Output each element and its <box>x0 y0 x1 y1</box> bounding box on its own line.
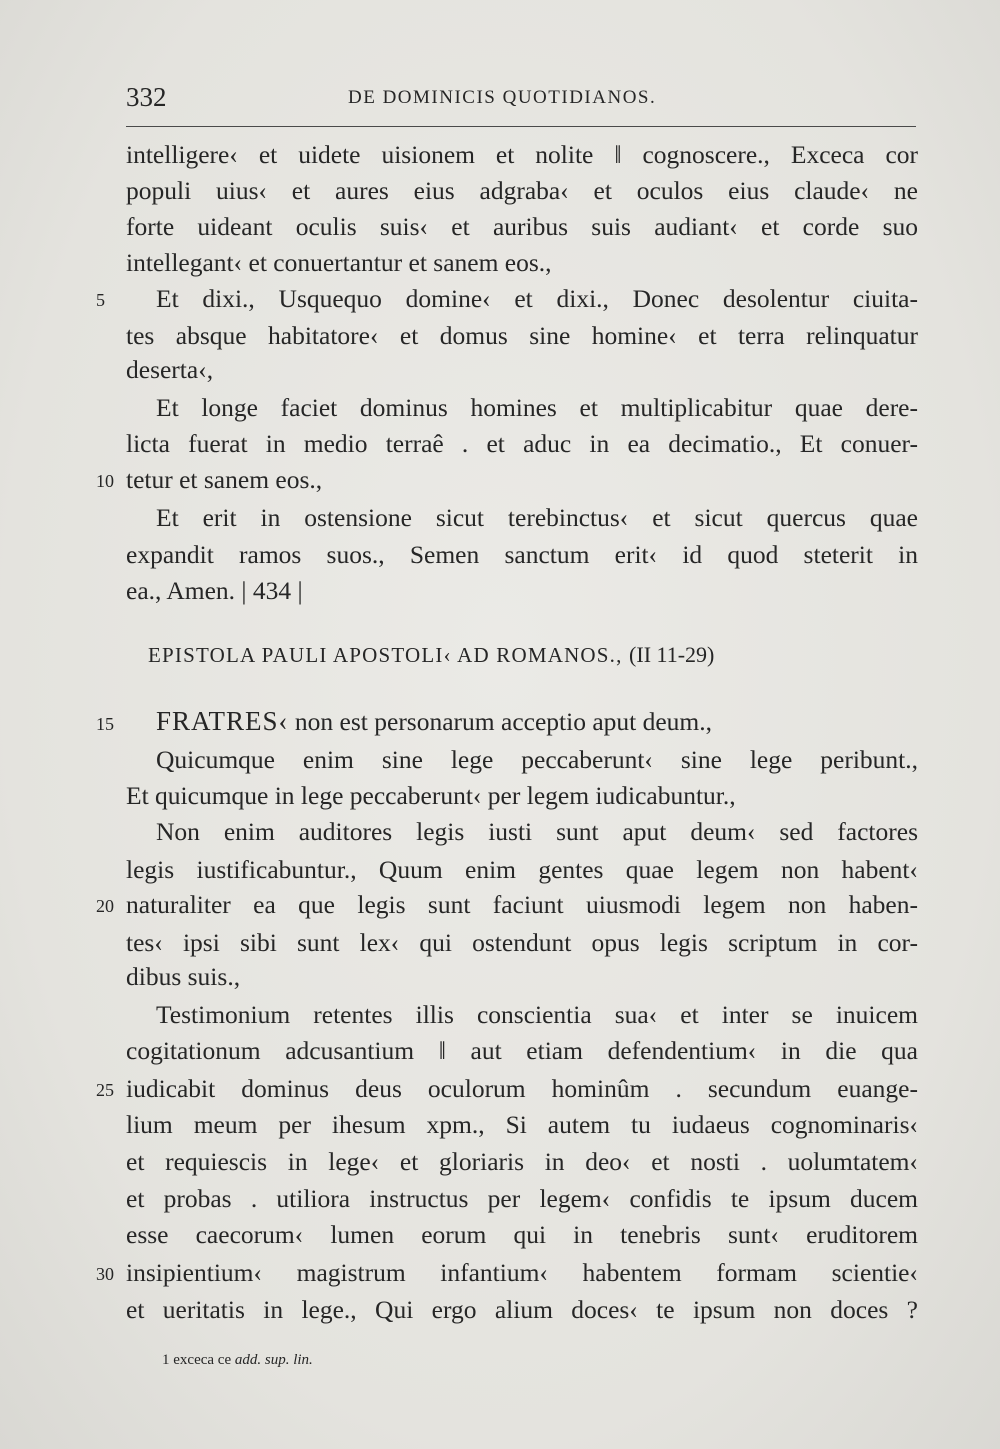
text-line: populi uius‹ et aures eius adgraba‹ et oculos eius claude‹ ne <box>126 176 918 205</box>
header-rule <box>126 126 916 127</box>
text-line: insipientium‹ magistrum infantium‹ habentem formam scientie‹ <box>126 1258 918 1287</box>
footnote-text: exceca ce <box>173 1352 232 1368</box>
text-line: Quicumque enim sine lege peccaberunt‹ sine lege peribunt., <box>156 745 918 774</box>
text-line: tes absque habitatore‹ et domus sine homine‹ et terra relinquatur <box>126 321 918 350</box>
text-line: Et quicumque in lege peccaberunt‹ per legem iudicabuntur., <box>126 781 736 810</box>
text-line: Et erit in ostensione sicut terebinctus‹ et sicut quercus quae <box>156 503 918 532</box>
incipit-word: FRATRES‹ <box>156 706 289 736</box>
text-line: ea., Amen. | 434 | <box>126 576 303 605</box>
page-number: 332 <box>126 82 167 112</box>
running-title: DE DOMINICIS QUOTIDIANOS. <box>348 87 657 108</box>
text-line: cogitationum adcusantium ‖ aut etiam defendentium‹ in die qua <box>126 1036 918 1065</box>
text-line: lium meum per ihesum xpm., Si autem tu iudaeus cognominaris‹ <box>126 1110 918 1139</box>
text-line: dibus suis., <box>126 962 241 991</box>
text-line: intellegant‹ et conuertantur et sanem eos., <box>126 248 552 277</box>
heading-title: EPISTOLA PAULI APOSTOLI‹ AD ROMANOS., <box>148 643 623 667</box>
text-line: et ueritatis in lege., Qui ergo alium doces‹ te ipsum non doces ? <box>126 1295 918 1324</box>
line-number: 5 <box>96 290 105 310</box>
heading-reference: (II 11-29) <box>629 642 715 667</box>
text-line: deserta‹, <box>126 355 214 384</box>
text-line: et probas . utiliora instructus per legem‹ confidis te ipsum ducem <box>126 1184 918 1213</box>
text-line: expandit ramos suos., Semen sanctum erit‹ id quod steterit in <box>126 540 918 569</box>
page-header <box>126 82 916 122</box>
text-line: tes‹ ipsi sibi sunt lex‹ qui ostendunt opus legis scriptum in cor- <box>126 928 918 957</box>
line-number: 20 <box>96 896 114 916</box>
line-number: 10 <box>96 471 114 491</box>
text-line <box>156 706 918 737</box>
text-line: forte uideant oculis suis‹ et auribus suis audiant‹ et corde suo <box>126 212 918 241</box>
text-line: esse caecorum‹ lumen eorum qui in tenebris sunt‹ eruditorem <box>126 1220 918 1249</box>
text-line: intelligere‹ et uidete uisionem et nolite ‖ cognoscere., Exceca cor <box>126 140 918 169</box>
footnote <box>162 1352 313 1369</box>
section-heading <box>148 642 900 668</box>
text-line-rest: non est personarum acceptio aput deum., <box>288 707 712 736</box>
footnote-number: 1 <box>162 1352 170 1368</box>
text-line: Testimonium retentes illis conscientia sua‹ et inter se inuicem <box>156 1000 918 1029</box>
text-line: iudicabit dominus deus oculorum hominûm . secundum euange- <box>126 1074 918 1103</box>
line-number: 25 <box>96 1080 114 1100</box>
text-line: legis iustificabuntur., Quum enim gentes quae legem non habent‹ <box>126 855 918 884</box>
line-number: 15 <box>96 714 114 734</box>
line-number: 30 <box>96 1264 114 1284</box>
footnote-note: add. sup. lin. <box>234 1352 313 1368</box>
text-line: et requiescis in lege‹ et gloriaris in deo‹ et nosti . uolumtatem‹ <box>126 1147 918 1176</box>
text-line: Et dixi., Usquequo domine‹ et dixi., Donec desolentur ciuita- <box>156 284 918 313</box>
text-line: licta fuerat in medio terraê . et aduc in ea decimatio., Et conuer- <box>126 429 918 458</box>
text-line: tetur et sanem eos., <box>126 465 323 494</box>
text-line: naturaliter ea que legis sunt faciunt uiusmodi legem non haben- <box>126 890 918 919</box>
text-line: Et longe faciet dominus homines et multiplicabitur quae dere- <box>156 393 918 422</box>
text-line: Non enim auditores legis iusti sunt aput deum‹ sed factores <box>156 817 918 846</box>
